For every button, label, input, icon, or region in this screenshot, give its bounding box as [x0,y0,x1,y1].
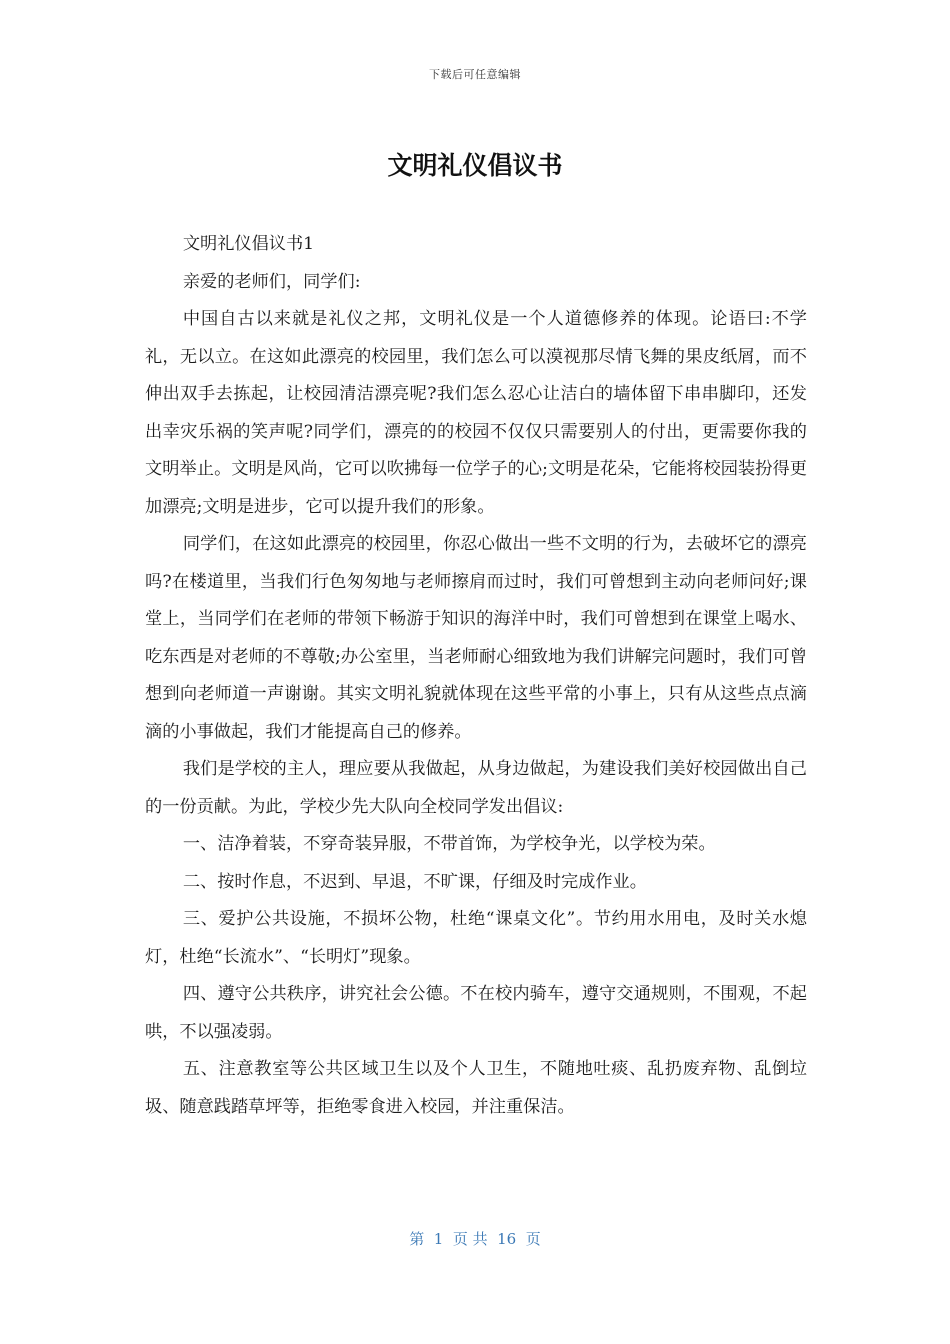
paragraph: 中国自古以来就是礼仪之邦，文明礼仪是一个人道德修养的体现。论语曰:不学礼，无以立。在这如此漂亮的校园里，我们怎么可以漠视那尽情飞舞的果皮纸屑，而不伸出双手去拣起，让校园清洁漂亮呢?我们怎么忍心让洁白的墙体留下串串脚印，还发出幸灾乐祸的笑声呢?同学们，漂亮的的校园不仅仅只需要别人的付出，更需要你我的文明举止。文明是风尚，它可以吹拂每一位学子的心;文明是花朵，它能将校园装扮得更加漂亮;文明是进步，它可以提升我们的形象。 [145,309,807,517]
paragraph-subtitle: 文明礼仪倡议书1 [182,234,315,254]
proposal-item-4: 四、遵守公共秩序，讲究社会公德。不在校内骑车，遵守交通规则，不围观，不起哄，不以强凌弱。 [145,984,807,1042]
page-number: 第 1 页 共 16 页 [409,1230,541,1248]
proposal-item-2: 二、按时作息，不迟到、早退，不旷课，仔细及时完成作业。 [182,871,647,892]
paragraph: 我们是学校的主人，理应要从我做起，从身边做起，为建设我们美好校园做出自己的一份贡献。为此，学校少先大队向全校同学发出倡议: [145,759,807,817]
paragraph: 同学们，在这如此漂亮的校园里，你忍心做出一些不文明的行为，去破坏它的漂亮吗?在楼道里，当我们行色匆匆地与老师擦肩而过时，我们可曾想到主动向老师问好;课堂上，当同学们在老师的带领下畅游于知识的海洋中时，我们可曾想到在课堂上喝水、吃东西是对老师的不尊敬;办公室里，当老师耐心细致地为我们讲解完问题时，我们可曾想到向老师道一声谢谢。其实文明礼貌就体现在这些平常的小事上，只有从这些点点滴滴的小事做起，我们才能提高自己的修养。 [145,534,807,742]
document-body [145,226,807,1126]
document-title: 文明礼仪倡议书 [387,151,563,180]
proposal-item-5: 五、注意教室等公共区域卫生以及个人卫生，不随地吐痰、乱扔废弃物、乱倒垃圾、随意践踏草坪等，拒绝零食进入校园，并注重保洁。 [145,1059,807,1117]
proposal-item-3: 三、爱护公共设施，不损坏公物，杜绝“课桌文化”。节约用水用电，及时关水熄灯，杜绝“长流水”、“长明灯”现象。 [145,909,807,967]
paragraph-salutation: 亲爱的老师们，同学们: [182,271,361,292]
header-note: 下载后可任意编辑 [429,68,521,81]
proposal-item-1: 一、洁净着装，不穿奇装异服，不带首饰，为学校争光，以学校为荣。 [182,834,716,854]
